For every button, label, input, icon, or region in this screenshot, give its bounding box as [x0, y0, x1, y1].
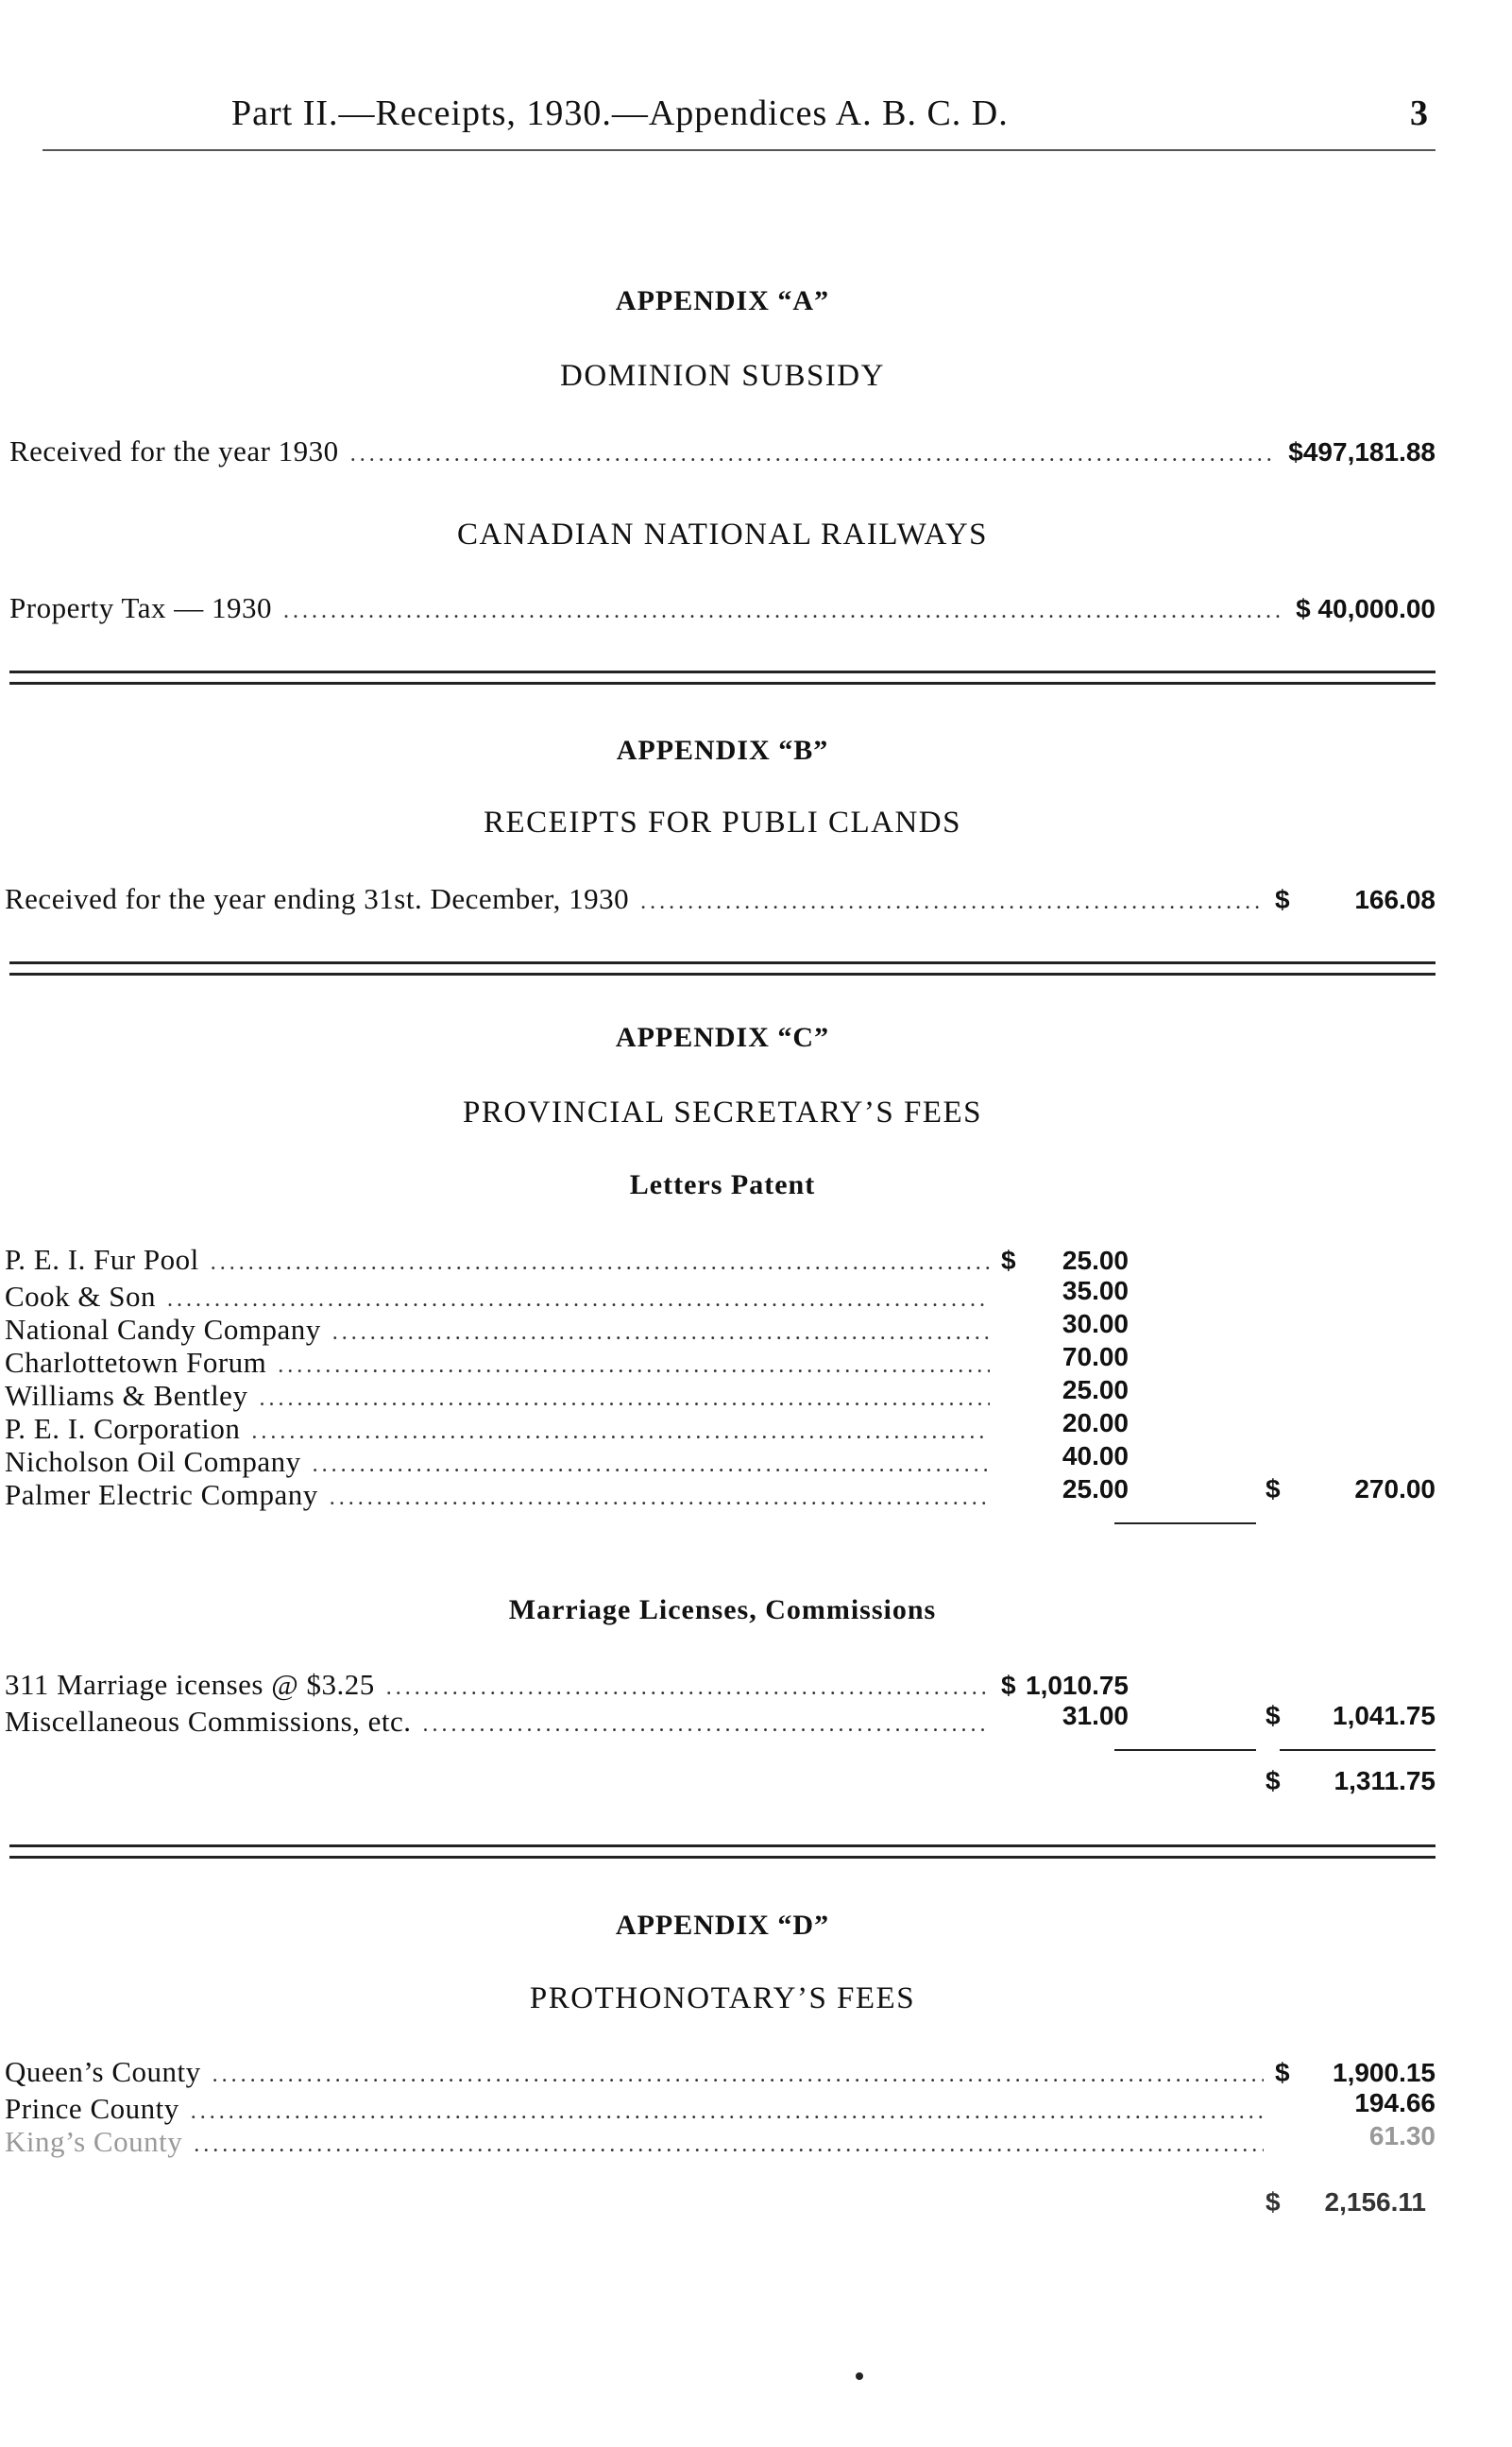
- appendix-d-total: [1266, 2187, 1426, 2218]
- letters-patent-subtitle: Letters Patent: [629, 1169, 816, 1200]
- row-amount-group: [1001, 1408, 1129, 1438]
- row-amount-group: [1001, 1375, 1129, 1405]
- prothonotary-row: [5, 2088, 1436, 2126]
- letters-patent-row: [5, 1309, 1129, 1347]
- currency-sign: $: [1266, 1474, 1281, 1504]
- letters-patent-row: [5, 1441, 1129, 1479]
- row-amount: 25.00: [1062, 1246, 1129, 1275]
- total-amount: 1,041.75: [1333, 1701, 1436, 1730]
- row-amount-group: [1001, 1701, 1129, 1731]
- row-amount: 31.00: [1062, 1701, 1129, 1730]
- row-amount: 20.00: [1062, 1408, 1129, 1437]
- prothonotary-row: [5, 2121, 1436, 2159]
- leader-dots: [386, 1675, 990, 1701]
- letters-patent-total: [1266, 1474, 1436, 1504]
- marriage-total: [1266, 1701, 1436, 1731]
- row-label: P. E. I. Corporation: [5, 1412, 241, 1445]
- dominion-subsidy-title: DOMINION SUBSIDY: [560, 359, 885, 393]
- appendix-c-heading: APPENDIX “C”: [615, 1022, 830, 1053]
- letters-patent-row: [5, 1243, 1129, 1277]
- total-amount: 1,311.75: [1334, 1766, 1436, 1795]
- currency-sign: $: [1266, 1766, 1281, 1795]
- row-amount-group: [1001, 1441, 1129, 1471]
- prothonotary-title: PROTHONOTARY’S FEES: [529, 1981, 916, 2015]
- row-label: Cook & Son: [5, 1280, 157, 1313]
- letters-patent-row: [5, 1276, 1129, 1314]
- row-amount: 194.66: [1354, 2088, 1436, 2117]
- public-lands-title: RECEIPTS FOR PUBLI CLANDS: [484, 806, 961, 840]
- currency-sign: $: [1001, 1246, 1016, 1275]
- ink-speck: [856, 2372, 863, 2380]
- dominion-subsidy-row: [9, 434, 1436, 468]
- total-amount: 270.00: [1354, 1474, 1436, 1504]
- currency-sign: $: [1266, 2187, 1281, 2217]
- header-rule: [42, 149, 1436, 151]
- row-amount: 40.00: [1062, 1441, 1129, 1470]
- row-label: Prince County: [5, 2092, 179, 2125]
- row-amount-group: [1001, 1671, 1129, 1701]
- property-tax-row: [9, 591, 1436, 625]
- letters-patent-row: [5, 1375, 1129, 1413]
- appendix-d-heading: APPENDIX “D”: [615, 1910, 830, 1941]
- row-amount-group: [1001, 1309, 1129, 1339]
- letters-patent-row: [5, 1474, 1129, 1512]
- leader-dots: [194, 2133, 1264, 2158]
- row-label: Charlottetown Forum: [5, 1346, 267, 1379]
- leader-dots: [211, 1250, 990, 1276]
- row-amount-group: [1001, 1474, 1129, 1504]
- page-header-title: Part II.—Receipts, 1930.—Appendices A. B. C. D.: [231, 93, 1009, 133]
- row-amount: 25.00: [1062, 1375, 1129, 1404]
- row-label: P. E. I. Fur Pool: [5, 1243, 199, 1276]
- row-amount-group: [1275, 2088, 1436, 2118]
- leader-dots: [283, 599, 1284, 624]
- row-amount-group: [1275, 2121, 1436, 2151]
- row-amount: $497,181.88: [1288, 437, 1436, 467]
- row-label: Williams & Bentley: [5, 1379, 248, 1412]
- cnr-title: CANADIAN NATIONAL RAILWAYS: [456, 518, 989, 552]
- row-amount: 35.00: [1062, 1276, 1129, 1305]
- total-amount: 2,156.11: [1324, 2187, 1426, 2217]
- public-lands-row: [5, 882, 1436, 916]
- row-label: Miscellaneous Commissions, etc.: [5, 1705, 412, 1738]
- currency-sign: $: [1266, 1701, 1281, 1730]
- row-amount: 70.00: [1062, 1342, 1129, 1371]
- letters-patent-row: [5, 1342, 1129, 1380]
- appendix-c-grand-total: [1266, 1766, 1436, 1796]
- row-label: Received for the year 1930: [9, 434, 339, 467]
- row-label: Received for the year ending 31st. December, 1930: [5, 882, 630, 915]
- row-label: National Candy Company: [5, 1313, 321, 1346]
- row-label: Nicholson Oil Company: [5, 1445, 301, 1478]
- currency-sign: $: [1275, 2058, 1290, 2087]
- row-amount-group: [1001, 1342, 1129, 1372]
- leader-dots: [640, 890, 1264, 915]
- row-amount-group: [1001, 1246, 1129, 1276]
- row-label: Property Tax — 1930: [9, 591, 272, 624]
- subtotal-rule: [1114, 1749, 1256, 1751]
- appendix-b-heading: APPENDIX “B”: [616, 735, 829, 766]
- row-amount: 25.00: [1062, 1474, 1129, 1504]
- marriage-subtitle: Marriage Licenses, Commissions: [508, 1594, 937, 1625]
- row-amount: $ 40,000.00: [1296, 594, 1436, 623]
- currency-sign: $: [1275, 885, 1290, 914]
- row-label: Palmer Electric Company: [5, 1478, 318, 1511]
- page-number: 3: [1410, 93, 1428, 133]
- row-amount: 61.30: [1368, 2121, 1436, 2150]
- letters-patent-row: [5, 1408, 1129, 1446]
- row-amount: 30.00: [1062, 1309, 1129, 1338]
- row-amount-group: [1275, 885, 1436, 915]
- row-amount: 1,900.15: [1333, 2058, 1436, 2087]
- provincial-fees-title: PROVINCIAL SECRETARY’S FEES: [462, 1096, 983, 1130]
- section-divider: [9, 1844, 1436, 1859]
- leader-dots: [423, 1712, 990, 1738]
- row-amount-group: [1275, 2058, 1436, 2088]
- leader-dots: [350, 442, 1278, 467]
- leader-dots: [330, 1486, 990, 1511]
- row-amount: 1,010.75: [1026, 1671, 1129, 1700]
- marriage-row: [5, 1668, 1129, 1702]
- row-label: Queen’s County: [5, 2055, 201, 2088]
- row-label: King’s County: [5, 2125, 183, 2158]
- row-amount: 166.08: [1354, 885, 1436, 914]
- leader-dots: [212, 2063, 1264, 2088]
- section-divider: [9, 671, 1436, 685]
- currency-sign: $: [1001, 1671, 1016, 1700]
- row-amount-group: [1001, 1276, 1129, 1306]
- subtotal-rule: [1280, 1749, 1436, 1751]
- row-label: 311 Marriage icenses @ $3.25: [5, 1668, 375, 1701]
- marriage-row: [5, 1701, 1129, 1739]
- prothonotary-row: [5, 2055, 1436, 2089]
- section-divider: [9, 961, 1436, 976]
- appendix-a-heading: APPENDIX “A”: [615, 285, 830, 316]
- subtotal-rule: [1114, 1522, 1256, 1524]
